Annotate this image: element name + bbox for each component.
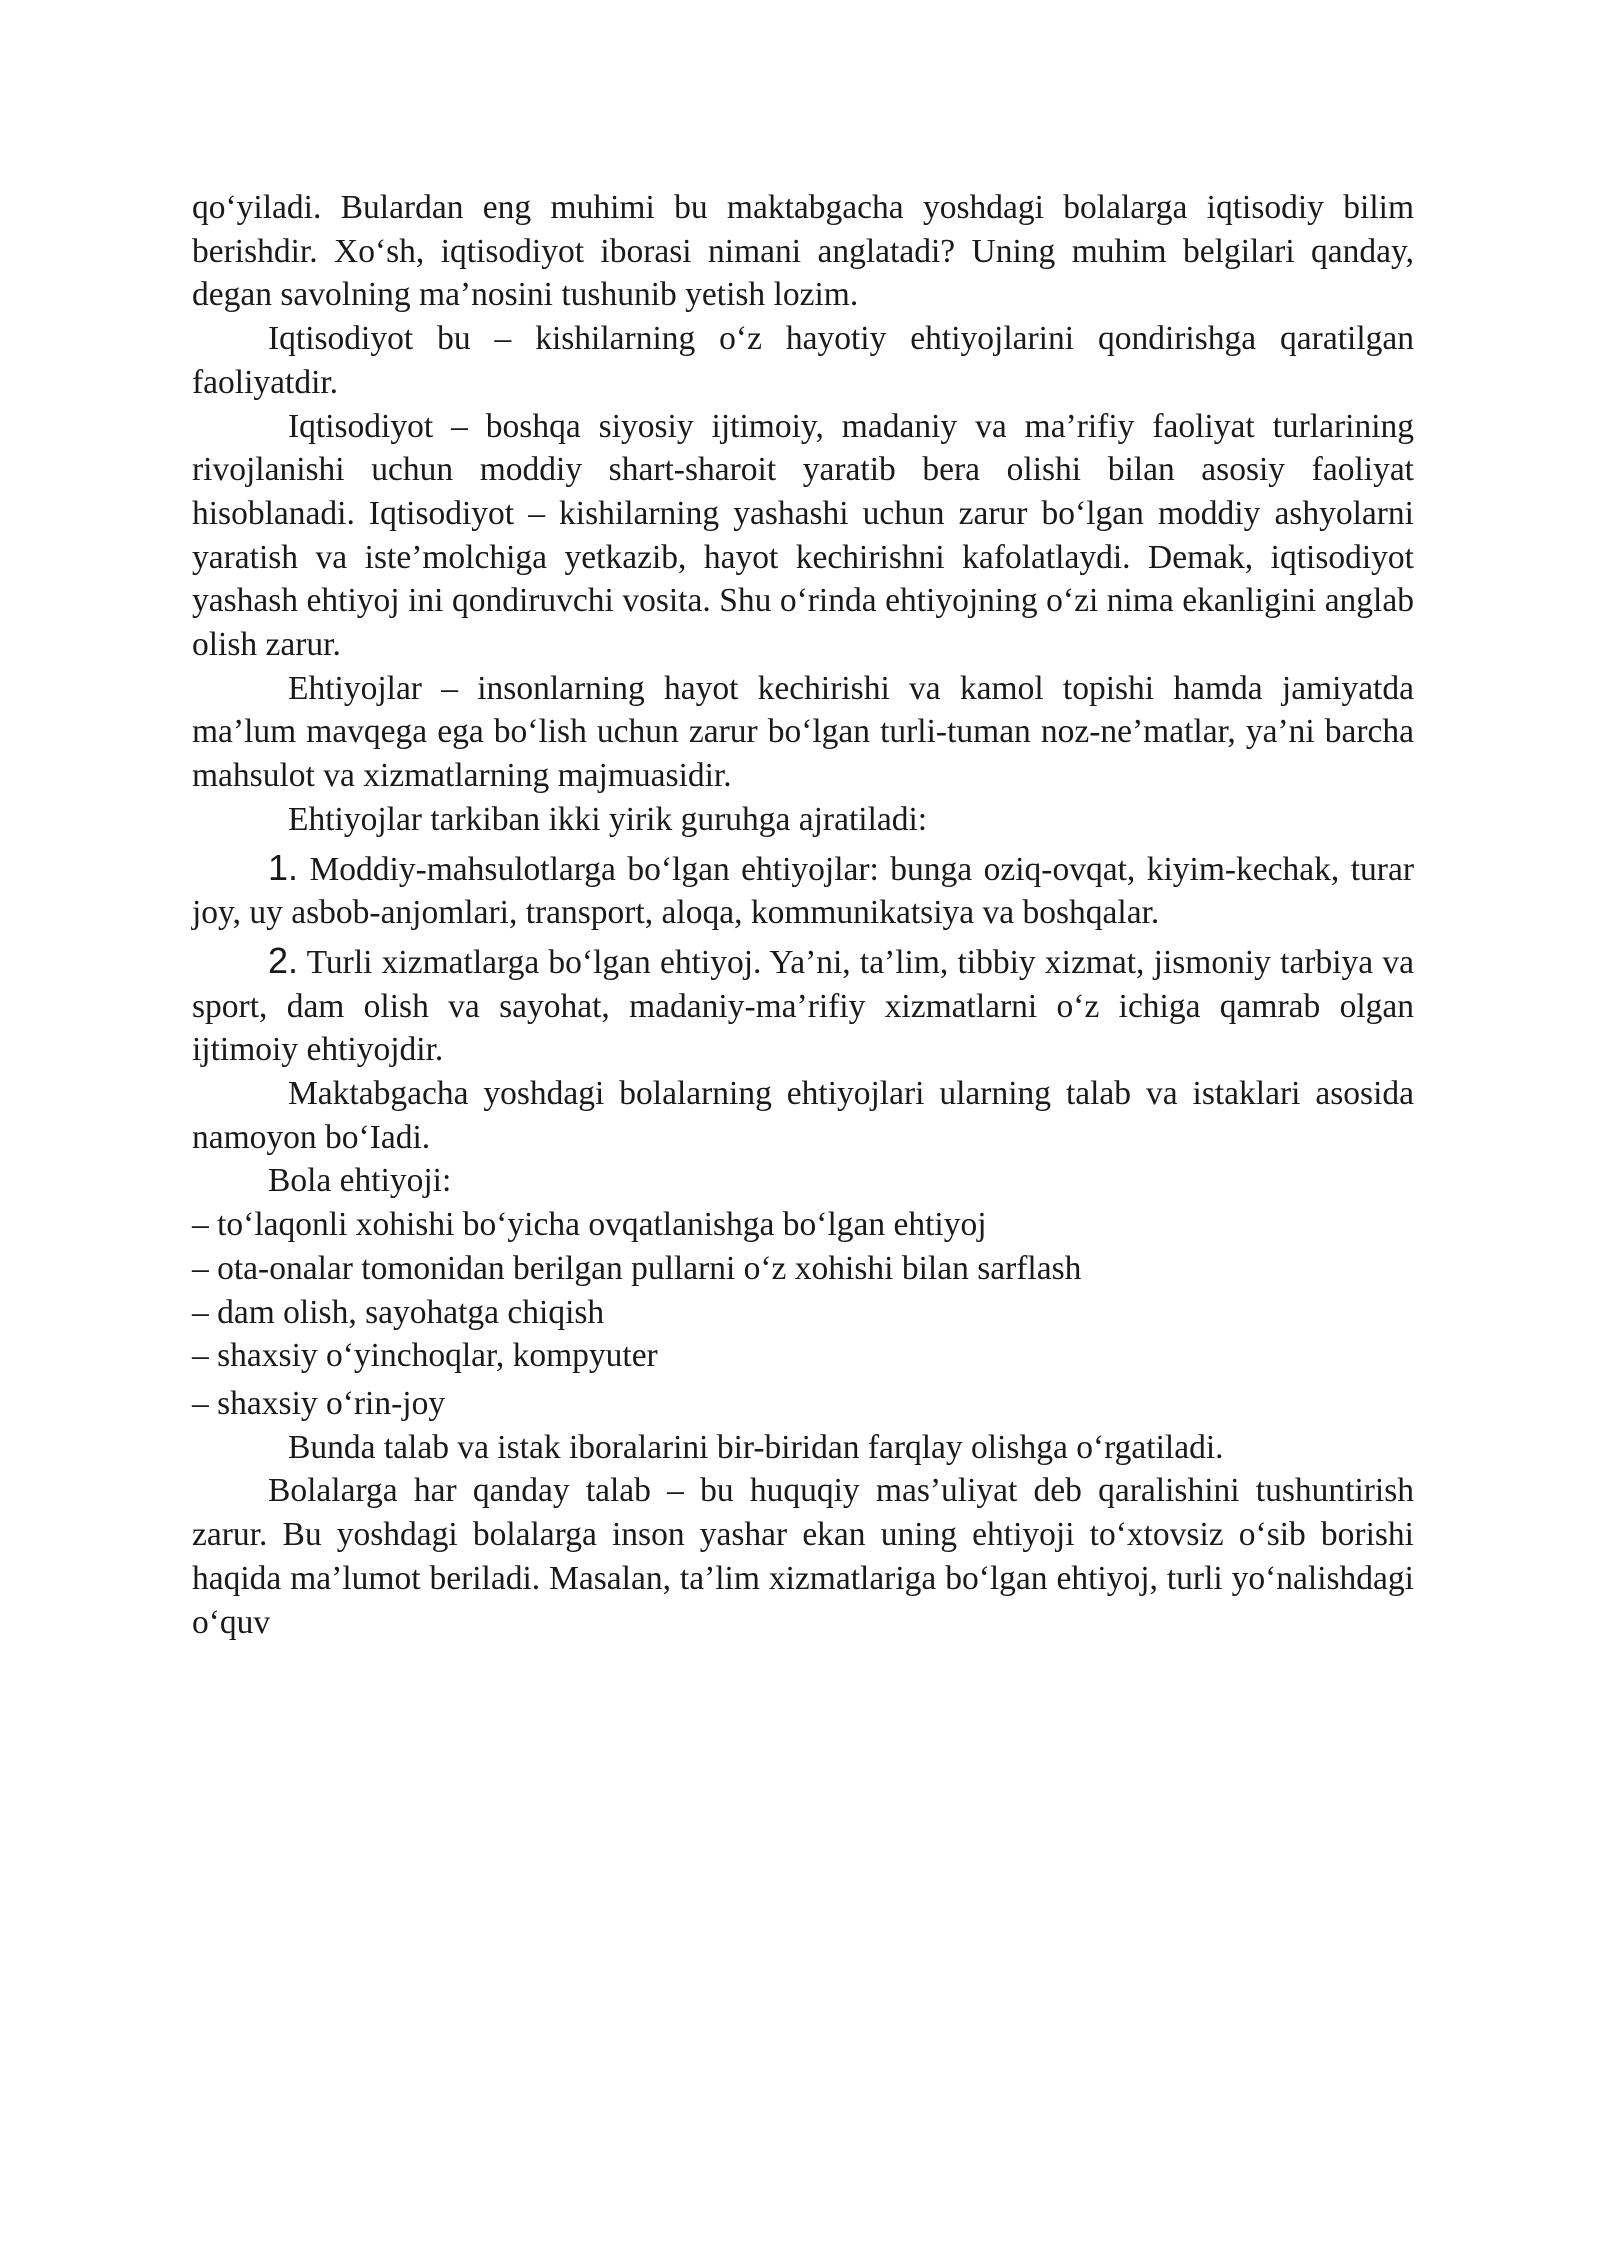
paragraph-economy-role: Iqtisodiyot – boshqa siyosiy ijtimoiy, madaniy va ma’rifiy faoliyat turlarining rivojlanishi uchun moddiy shart-sharoit yaratib bera olishi bilan asosiy faoliyat hisoblanadi. Iqtisodiyot – kishilarning yashashi uchun zarur bo‘lgan moddiy ashyolarni yaratish va iste’molchiga yetkazib, hayot kechirishni kafolatlaydi. Demak, iqtisodiyot yashash ehtiyoj ini qondiruvchi vosita. Shu o‘rinda ehtiyojning o‘zi nima ekanligini anglab olish zarur. bbox=[192, 407, 1414, 664]
paragraph-preschool-needs: Maktabgacha yoshdagi bolalarning ehtiyojlari ularning talab va istaklari asosida namoyon bo‘Iadi. bbox=[192, 1075, 1414, 1156]
paragraph-child-needs-heading: Bola ehtiyoji: bbox=[268, 1162, 452, 1200]
paragraph-economy-definition: Iqtisodiyot bu – kishilarning o‘z hayotiy ehtiyojlarini qondirishga qaratilgan faoliyatdir. bbox=[192, 320, 1414, 401]
paragraph-intro: qo‘yiladi. Bulardan eng muhimi bu maktabgacha yoshdagi bolalarga iqtisodiy bilim berishdir. Xo‘sh, iqtisodiyot iborasi nimani anglatadi? Uning muhim belgilari qanday, degan savolning ma’nosini tushunib yetish lozim. bbox=[192, 189, 1414, 314]
list-item: – dam olish, sayohatga chiqish bbox=[192, 1293, 605, 1331]
paragraph-responsibility: Bolalarga har qanday talab – bu huquqiy mas’uliyat deb qaralishini tushuntirish zarur. Bu yoshdagi bolalarga inson yashar ekan uning ehtiyoji to‘xtovsiz o‘sib borishi haqida ma’lumot beriladi. Masalan, ta’lim xizmatlariga bo‘lgan ehtiyoj, turli yo‘nalishdagi o‘quv bbox=[192, 1472, 1414, 1641]
list-item: – shaxsiy o‘rin-joy bbox=[192, 1384, 446, 1422]
item-number: 2. bbox=[268, 939, 299, 981]
numbered-item-material-needs bbox=[192, 846, 1414, 935]
list-item: – shaxsiy o‘yinchoqlar, kompyuter bbox=[192, 1337, 658, 1375]
paragraph-needs-groups: Ehtiyojlar tarkiban ikki yirik guruhga ajratiladi: bbox=[288, 800, 928, 838]
item-text: Turli xizmatlarga bo‘lgan ehtiyoj. Ya’ni, ta’lim, tibbiy xizmat, jismoniy tarbiya va sport, dam olish va sayohat, madaniy-ma’rifiy xizmatlarni o‘z ichiga qamrab olgan ijtimoiy ehtiyojdir. bbox=[192, 943, 1414, 1069]
list-item: – to‘laqonli xohishi bo‘yicha ovqatlanishga bo‘lgan ehtiyoj bbox=[192, 1206, 987, 1244]
item-number: 1. bbox=[268, 846, 299, 888]
document-page bbox=[192, 186, 1414, 1644]
paragraph-distinguish-needs: Bunda talab va istak iboralarini bir-biridan farqlay olishga o‘rgatiladi. bbox=[288, 1428, 1224, 1466]
numbered-item-service-needs bbox=[192, 939, 1414, 1072]
paragraph-needs-definition: Ehtiyojlar – insonlarning hayot kechirishi va kamol topishi hamda jamiyatda ma’lum mavqega ega bo‘lish uchun zarur bo‘lgan turli-tuman noz-ne’matlar, ya’ni barcha mahsulot va xizmatlarning majmuasidir. bbox=[192, 669, 1414, 795]
item-text: Moddiy-mahsulotlarga bo‘lgan ehtiyojlar: bunga oziq-ovqat, kiyim-kechak, turar joy, uy asbob-anjomlari, transport, aloqa, kommunikatsiya va boshqalar. bbox=[192, 850, 1414, 932]
list-item: – ota-onalar tomonidan berilgan pullarni o‘z xohishi bilan sarflash bbox=[192, 1249, 1082, 1287]
